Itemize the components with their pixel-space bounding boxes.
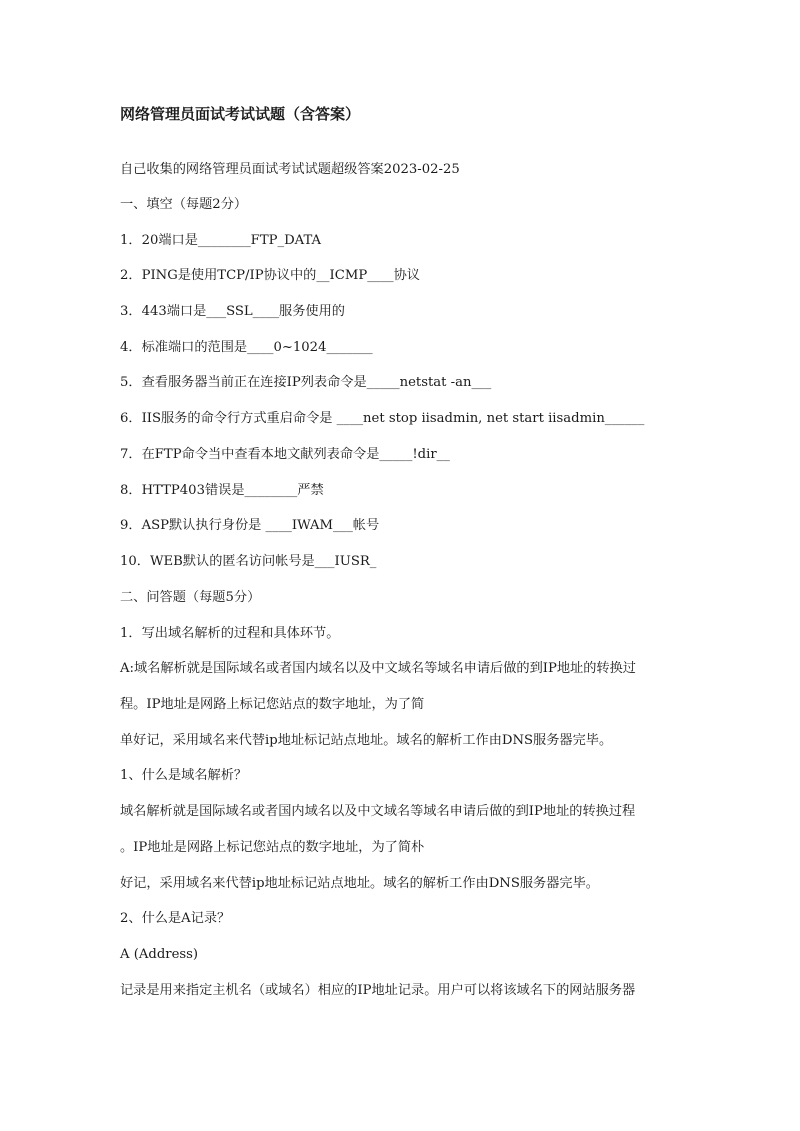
- answer-line: 。IP地址是网路上标记您站点的数字地址，为了简朴: [120, 840, 425, 855]
- question-line: 1、什么是域名解析？: [120, 768, 248, 783]
- question-line: 6．IIS服务的命令行方式重启命令是 ____net stop iisadmin, net start iisadmin______: [120, 411, 645, 426]
- question-line: 1．20端口是________FTP_DATA: [120, 233, 322, 248]
- answer-line: 单好记，采用域名来代替ip地址标记站点地址。域名的解析工作由DNS服务器完毕。: [120, 733, 613, 748]
- question-line: 7．在FTP命令当中查看本地文献列表命令是_____!dir__: [120, 447, 450, 462]
- text-line: 自己收集的网络管理员面试考试试题超级答案2023-02-25: [120, 162, 460, 177]
- question-line: 5．查看服务器当前正在连接IP列表命令是_____netstat -an___: [120, 375, 492, 390]
- answer-line: 记录是用来指定主机名（或域名）相应的IP地址记录。用户可以将该域名下的网站服务器: [120, 983, 636, 998]
- answer-line: 域名解析就是国际域名或者国内域名以及中文域名等域名申请后做的到IP地址的转换过程: [120, 804, 636, 819]
- answer-line: 好记，采用域名来代替ip地址标记站点地址。域名的解析工作由DNS服务器完毕。: [120, 876, 599, 891]
- answer-line: A:域名解析就是国际域名或者国内域名以及中文域名等域名申请后做的到IP地址的转换过: [120, 661, 636, 676]
- question-line: 4．标准端口的范围是____0~1024_______: [120, 340, 373, 355]
- question-line: 8．HTTP403错误是________严禁: [120, 483, 324, 498]
- question-line: 1．写出域名解析的过程和具体环节。: [120, 626, 340, 641]
- section-heading: 二、问答题（每题5分）: [120, 590, 261, 605]
- question-line: 3．443端口是___SSL____服务使用的: [120, 304, 345, 319]
- question-line: 10．WEB默认的匿名访问帐号是___IUSR_: [120, 554, 377, 569]
- answer-line: A (Address): [120, 947, 199, 962]
- question-line: 2．PING是使用TCP/IP协议中的__ICMP____协议: [120, 268, 420, 283]
- answer-line: 程。IP地址是网路上标记您站点的数字地址，为了简: [120, 697, 425, 712]
- document-title: 网络管理员面试考试试题（含答案）: [120, 105, 361, 123]
- question-line: 2、什么是A记录？: [120, 911, 231, 926]
- question-line: 9．ASP默认执行身份是 ____IWAM___帐号: [120, 518, 380, 533]
- section-heading: 一、填空（每题2分）: [120, 197, 248, 212]
